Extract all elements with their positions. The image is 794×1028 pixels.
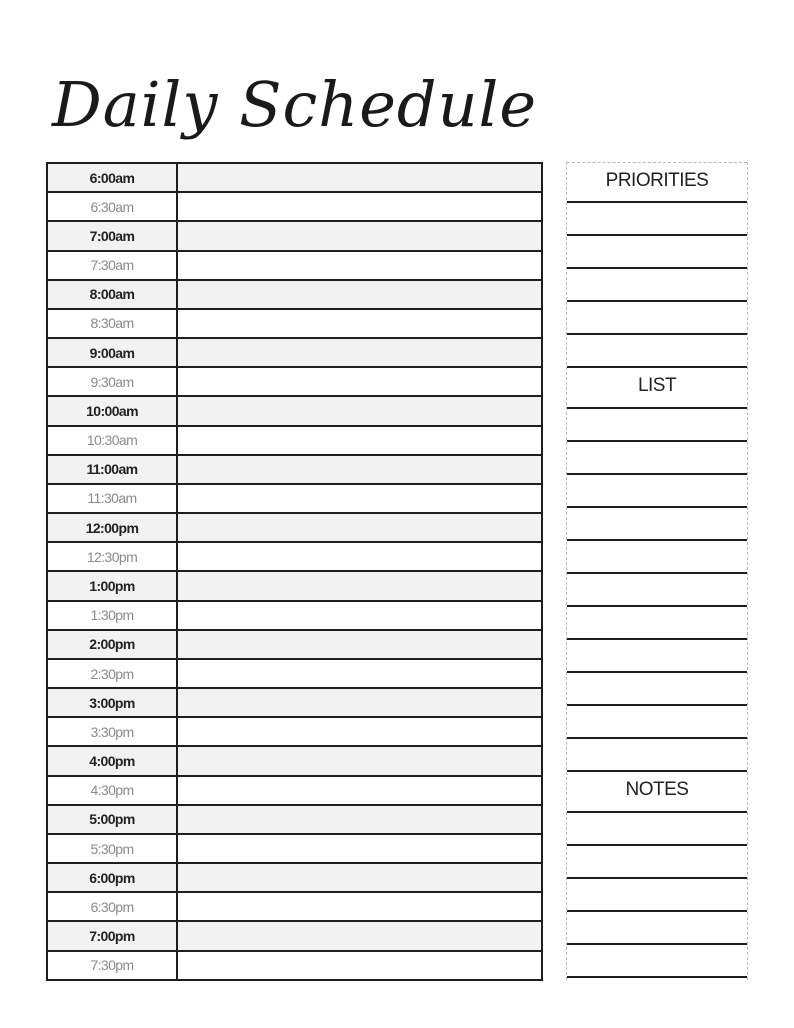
time-label: 12:30pm — [47, 542, 177, 571]
schedule-entry-field[interactable] — [177, 863, 542, 892]
time-label: 5:00pm — [47, 805, 177, 834]
time-label: 11:30am — [47, 484, 177, 513]
schedule-row — [47, 338, 542, 367]
time-label: 9:00am — [47, 338, 177, 367]
schedule-entry-field[interactable] — [177, 251, 542, 280]
schedule-entry-field[interactable] — [177, 834, 542, 863]
time-label: 6:30am — [47, 192, 177, 221]
schedule-entry-field[interactable] — [177, 746, 542, 775]
schedule-row — [47, 426, 542, 455]
schedule-entry-field[interactable] — [177, 221, 542, 250]
schedule-entry-field[interactable] — [177, 338, 542, 367]
schedule-entry-field[interactable] — [177, 192, 542, 221]
schedule-row — [47, 455, 542, 484]
writing-line[interactable] — [567, 846, 747, 879]
schedule-entry-field[interactable] — [177, 921, 542, 950]
time-label: 8:00am — [47, 280, 177, 309]
writing-line[interactable] — [567, 673, 747, 706]
writing-line[interactable] — [567, 706, 747, 739]
time-label: 2:00pm — [47, 630, 177, 659]
writing-line[interactable] — [567, 640, 747, 673]
time-label: 7:00am — [47, 221, 177, 250]
writing-line[interactable] — [567, 203, 747, 236]
time-label: 4:30pm — [47, 776, 177, 805]
time-label: 10:30am — [47, 426, 177, 455]
writing-line[interactable] — [567, 879, 747, 912]
time-label: 3:30pm — [47, 717, 177, 746]
schedule-row — [47, 746, 542, 775]
schedule-row — [47, 717, 542, 746]
schedule-entry-field[interactable] — [177, 951, 542, 980]
sidebar-panel — [566, 162, 748, 980]
schedule-row — [47, 309, 542, 338]
schedule-row — [47, 863, 542, 892]
schedule-row — [47, 484, 542, 513]
time-label: 1:00pm — [47, 571, 177, 600]
time-label: 6:00pm — [47, 863, 177, 892]
writing-line[interactable] — [567, 236, 747, 269]
writing-line[interactable] — [567, 302, 747, 335]
schedule-entry-field[interactable] — [177, 571, 542, 600]
writing-line[interactable] — [567, 574, 747, 607]
schedule-row — [47, 280, 542, 309]
schedule-entry-field[interactable] — [177, 455, 542, 484]
writing-line[interactable] — [567, 335, 747, 368]
schedule-row — [47, 688, 542, 717]
schedule-body — [47, 163, 542, 980]
writing-line[interactable] — [567, 945, 747, 978]
schedule-row — [47, 659, 542, 688]
time-label: 10:00am — [47, 396, 177, 425]
schedule-row — [47, 513, 542, 542]
time-label: 8:30am — [47, 309, 177, 338]
schedule-entry-field[interactable] — [177, 163, 542, 192]
schedule-entry-field[interactable] — [177, 805, 542, 834]
schedule-row — [47, 921, 542, 950]
schedule-row — [47, 951, 542, 980]
schedule-entry-field[interactable] — [177, 513, 542, 542]
schedule-row — [47, 192, 542, 221]
page-title: Daily Schedule — [52, 68, 538, 141]
section-header-notes: NOTES — [567, 772, 747, 813]
schedule-entry-field[interactable] — [177, 776, 542, 805]
schedule-table — [46, 162, 543, 981]
schedule-entry-field[interactable] — [177, 630, 542, 659]
schedule-row — [47, 834, 542, 863]
writing-line[interactable] — [567, 269, 747, 302]
time-label: 7:30am — [47, 251, 177, 280]
time-label: 4:00pm — [47, 746, 177, 775]
schedule-entry-field[interactable] — [177, 659, 542, 688]
schedule-entry-field[interactable] — [177, 280, 542, 309]
writing-line[interactable] — [567, 739, 747, 772]
time-label: 3:00pm — [47, 688, 177, 717]
schedule-row — [47, 542, 542, 571]
time-label: 2:30pm — [47, 659, 177, 688]
time-label: 9:30am — [47, 367, 177, 396]
schedule-row — [47, 805, 542, 834]
time-label: 7:00pm — [47, 921, 177, 950]
schedule-row — [47, 776, 542, 805]
time-label: 1:30pm — [47, 601, 177, 630]
schedule-row — [47, 251, 542, 280]
schedule-row — [47, 396, 542, 425]
writing-line[interactable] — [567, 475, 747, 508]
section-header-list: LIST — [567, 368, 747, 409]
writing-line[interactable] — [567, 607, 747, 640]
schedule-entry-field[interactable] — [177, 601, 542, 630]
schedule-row — [47, 163, 542, 192]
schedule-entry-field[interactable] — [177, 309, 542, 338]
schedule-entry-field[interactable] — [177, 426, 542, 455]
schedule-row — [47, 892, 542, 921]
schedule-entry-field[interactable] — [177, 396, 542, 425]
schedule-row — [47, 221, 542, 250]
schedule-entry-field[interactable] — [177, 717, 542, 746]
schedule-row — [47, 630, 542, 659]
time-label: 5:30pm — [47, 834, 177, 863]
time-label: 7:30pm — [47, 951, 177, 980]
writing-line[interactable] — [567, 442, 747, 475]
writing-line[interactable] — [567, 541, 747, 574]
schedule-entry-field[interactable] — [177, 892, 542, 921]
writing-line[interactable] — [567, 813, 747, 846]
schedule-entry-field[interactable] — [177, 484, 542, 513]
time-label: 6:00am — [47, 163, 177, 192]
writing-line[interactable] — [567, 912, 747, 945]
writing-line[interactable] — [567, 409, 747, 442]
schedule-entry-field[interactable] — [177, 367, 542, 396]
section-header-priorities: PRIORITIES — [567, 162, 747, 203]
schedule-entry-field[interactable] — [177, 688, 542, 717]
schedule-entry-field[interactable] — [177, 542, 542, 571]
schedule-row — [47, 571, 542, 600]
schedule-row — [47, 367, 542, 396]
schedule-row — [47, 601, 542, 630]
time-label: 6:30pm — [47, 892, 177, 921]
writing-line[interactable] — [567, 508, 747, 541]
time-label: 11:00am — [47, 455, 177, 484]
time-label: 12:00pm — [47, 513, 177, 542]
